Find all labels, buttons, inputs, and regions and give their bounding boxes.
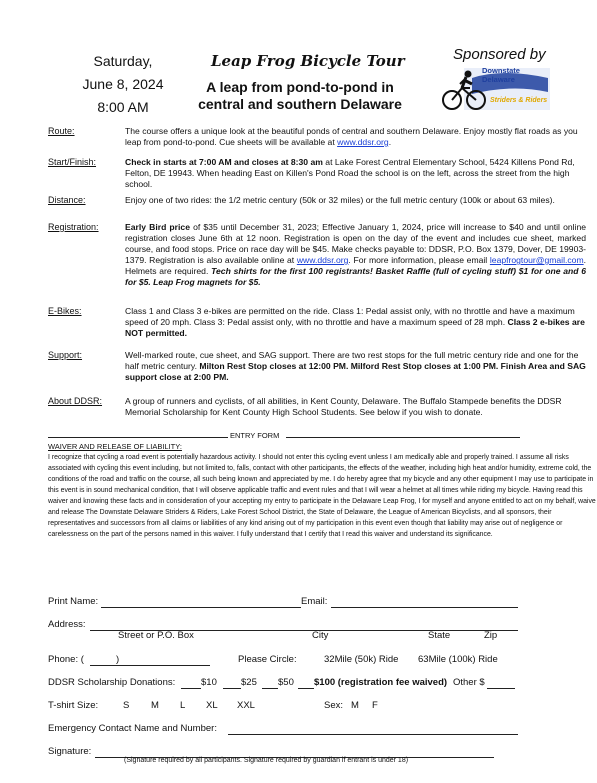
route-section [48,126,586,150]
size-l[interactable]: L [180,700,186,711]
waiver-text: I recognize that cycling a road event is potentially hazardous activity. I should not enter this cycling event unless I am medically able and properly trained. I assume all risks associated with cycling this event including, but not limited to, falls, contact with other participants, the effects of the weather, including high heat and/or humidity, extreme cold, the conditions of the road and traffic on the course, all such being known and appreciated by me. I do hereby agree that my bicycle and any other equipment I may use to participate in this event is in sound mechanical condition, that I will observe applicable traffic and event rules and that I will wear a helmet at all times while riding my bicycle. Having read this waiver and knowing these facts and in consideration of your accepting my entry to participate in the Delaware Leap Frog, I for myself and anyone entitled to act on my behalf, waive and release The Downstate Delaware Striders & Riders, Lake Forest School District, the State of Delaware, the League of American Bicyclists, and all sponsors, their representatives and successors from all claims or liabilities of any kind arising out of my participation in this event even though that liability may arise out of negligence or carelessness on the part of the persons named in this waiver. I fully understand that I certify that I read this waiver and understand its significance. [48,454,596,538]
phone-field[interactable] [90,665,210,666]
emergency-label: Emergency Contact Name and Number: [48,723,217,734]
event-subtitle [180,79,420,113]
support-label: Support: [48,350,83,360]
sponsor-label: Sponsored by [453,46,546,63]
logo-text-bottom: Striders & Riders [490,97,548,104]
registration-section [48,222,586,300]
donation-other-field[interactable] [487,688,515,689]
ride-option-63mile[interactable]: 63Mile (100k) Ride [418,654,498,665]
donation-blank-10[interactable] [181,688,201,689]
subtitle-line-1: A leap from pond-to-pond in [206,79,394,95]
distance-section [48,195,586,217]
email-link[interactable]: leapfrogtour@gmail.com [489,255,584,265]
size-s[interactable]: S [123,700,130,711]
donation-blank-25[interactable] [223,688,241,689]
sex-label: Sex: [324,700,344,711]
print-name-label: Print Name: [48,596,99,607]
size-xxl[interactable]: XXL [237,700,255,711]
donation-blank-50[interactable] [262,688,278,689]
zip-hint: Zip [484,630,498,641]
entry-form-label: ENTRY FORM [230,431,280,440]
waiver-heading: WAIVER AND RELEASE OF LIABILITY: [48,442,182,451]
email-label: Email: [301,596,328,607]
registration-label: Registration: [48,222,99,232]
signature-label: Signature: [48,746,92,757]
start-text: Check in starts at 7:00 AM and closes at 8:30 am at Lake Forest Central Elementary School, 5424 Killens Pond Rd, Felton, DE 19943. When heading East on Killen's Pond Road the school is on the left, across the street from the high school. [125,157,575,189]
subtitle-line-2: central and southern Delaware [198,96,402,112]
tshirt-label: T-shirt Size: [48,700,99,711]
signature-note: (Signature required by all participants. Signature required by guardian if entrant is under 18) [124,757,409,764]
event-date [63,50,183,119]
please-circle-label: Please Circle: [238,654,297,665]
donation-blank-100[interactable] [298,688,314,689]
start-label: Start/Finish: [48,157,97,167]
address-label: Address: [48,619,86,630]
email-field[interactable] [331,607,518,608]
street-hint: Street or P.O. Box [118,630,194,641]
distance-label: Distance: [48,195,86,205]
state-hint: State [428,630,451,641]
about-label: About DDSR: [48,396,103,406]
city-hint: City [312,630,329,641]
donation-10[interactable]: $10 [201,677,217,688]
donation-25[interactable]: $25 [241,677,257,688]
distance-text: Enjoy one of two rides: the 1/2 metric century (50k or 32 miles) or the full metric century (100k or about 63 miles). [125,195,555,205]
ebikes-label: E-Bikes: [48,306,82,316]
waiver [48,441,596,540]
entry-form-rule-left [48,437,228,438]
size-xl[interactable]: XL [206,700,218,711]
sponsor-logo [442,64,550,112]
phone-close-paren: ) [116,654,120,665]
donation-100[interactable]: $100 (registration fee waived) [314,677,448,688]
support-text: Well-marked route, cue sheet, and SAG support. There are two rest stops for the full metric century ride and one for the half metric century. Milton Rest Stop closes at 12:00 PM. Milford Rest Stop closes at 1:00 PM. Finish Area and SAG support close at 2:00 PM. [125,350,586,382]
donation-other: Other $ [453,677,485,688]
route-text: The course offers a unique look at the beautiful ponds of central and southern Delaware. Enjoy mostly flat roads as you leap from pond-to-pond. Cue sheets will be available at www.ddsr.org. [125,126,578,147]
donation-50[interactable]: $50 [278,677,294,688]
event-day: Saturday, [93,53,153,69]
start-section [48,157,586,190]
size-m[interactable]: M [151,700,159,711]
registration-text: Early Bird price of $35 until December 31, 2023; Effective January 1, 2024, price will increase to $40 and until online registration closes June 6th at 12 noon. Registration is open on the day of the event and includes cue sheet, marked course, and food stops. Price on race day will be $45. Make checks payable to: DDSR, P.O. Box 1379, Dover, DE 19903-1379. Registration is also available online at www.ddsr.org. For more information, please email leapfrogtour@gmail.com. Helmets are required. Tech shirts for the first 100 registrants! Basket Raffle (full of cycling stuff) $1 for one and 6 for $5. Leap Frog magnets for $5. [125,222,587,287]
website-link[interactable]: www.ddsr.org [337,137,389,147]
event-time: 8:00 AM [97,99,149,115]
about-section [48,396,586,430]
ebikes-section [48,306,586,340]
donations-label: DDSR Scholarship Donations: [48,677,176,688]
phone-label: Phone: ( [48,654,84,665]
registration-link[interactable]: www.ddsr.org [296,255,349,265]
event-date-text: June 8, 2024 [82,76,164,92]
support-section [48,350,586,384]
about-text: A group of runners and cyclists, of all abilities, in Kent County, Delaware. The Buffalo Stampede benefits the DDSR Memorial Scholarship for Kent County High School Students. See below if you wish to donate. [125,396,562,417]
ebikes-text: Class 1 and Class 3 e-bikes are permitted on the ride. Class 1: Pedal assist only, with no throttle and have a maximum speed of 20 mph. Class 3: Pedal assist only, with no throttle and have a maximum speed of 28 mph. Class 2 e-bikes are NOT permitted. [125,306,585,338]
print-name-field[interactable] [101,607,301,608]
ride-option-32mile[interactable]: 32Mile (50k) Ride [324,654,399,665]
entry-form-rule-right [286,437,520,438]
sex-m[interactable]: M [351,700,359,711]
route-label: Route: [48,126,75,136]
event-title: Leap Frog Bicycle Tour [211,52,405,70]
sex-f[interactable]: F [372,700,378,711]
emergency-field[interactable] [228,734,518,735]
logo-text-top: Downstate Delaware [482,66,520,84]
